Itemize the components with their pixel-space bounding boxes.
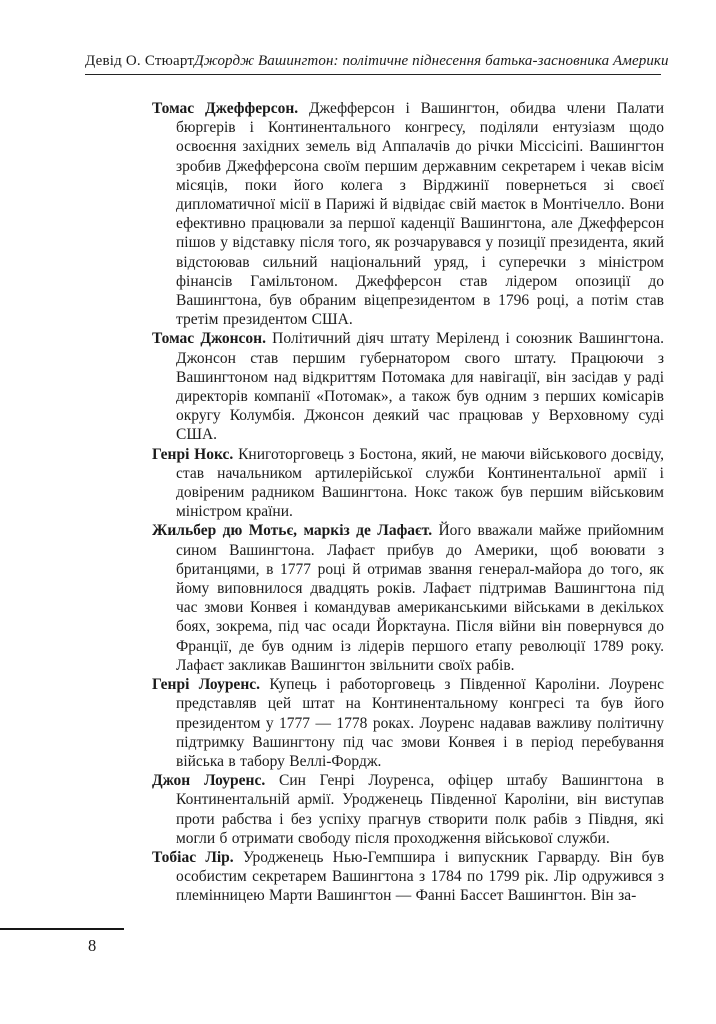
running-head	[85, 53, 669, 75]
entry-text: Уродженець Нью-Гемпшира і випускник Гарварду. Він був особистим секретарем Вашингтона з 1784 по 1799 рік. Лір одружився з племінницею Марти Вашингтон — Фанні Бассет Вашингтон. Він за-	[176, 848, 665, 905]
page-number: 8	[88, 936, 97, 955]
glossary-entry	[152, 848, 665, 906]
entry-text: Книготорговець з Бостона, який, не маючи військового досвіду, став начальником артилерійської служби Континентальної армії і довіреним радником Вашингтона. Нокс також був першим військовим міністром країни.	[176, 445, 665, 521]
entry-name: Тобіас Лір.	[152, 848, 234, 866]
glossary-entry	[152, 771, 664, 848]
glossary-entry	[152, 521, 664, 675]
entry-text: Джефферсон і Вашингтон, обидва члени Палати бюргерів і Континентального конгресу, поділяли ентузіазм щодо освоєння західних земель від Аппалачів до річки Міссісіпі. Вашингтон зробив Джефферсона своїм першим державним секретарем і чекав вісім місяців, поки його колега з Вірджинії повернеться зі своєї дипломатичної місії в Парижі й відвідає свій маєток в Монтічелло. Вони ефективно працювали за першої каденції Вашингтона, але Джефферсон пішов у відставку після того, як розчарувався у позиції президента, який відстоював сильний національний уряд, і суперечки з міністром фінансів Гамільтоном. Джефферсон став лідером опозиції до Вашингтона, був обраним віцепрезидентом в 1796 році, а потім став третім президентом США.	[176, 100, 664, 329]
author-name: Девід О. Стюарт	[85, 53, 195, 69]
footer-rule	[0, 928, 124, 930]
entry-name: Генрі Лоуренс.	[152, 676, 261, 694]
entry-name: Генрі Нокс.	[152, 445, 234, 463]
glossary-entry	[152, 445, 665, 522]
entry-text: Його вважали майже прийомним сином Вашингтона. Лафаєт прибув до Америки, щоб воювати з британцями, в 1777 році й отримав звання генерал-майора до того, як йому виповнилося двадцять років. Лафаєт підтримав Вашингтона під час змови Конвея і командував американськими військами в декількох боях, зокрема, під час осади Йорктауна. Після війни він повернувся до Франції, де був одним із лідерів першого етапу революції 1789 року. Лафаєт закликав Вашингтон звільнити своїх рабів.	[176, 522, 664, 674]
entry-name: Томас Джефферсон.	[152, 100, 299, 117]
glossary-entry	[152, 329, 665, 444]
entry-text: Купець і работорговець з Південної Кароліни. Лоуренс представляв цей штат на Континентальному конгресі та був його президентом у 1777 — 1778 роках. Лоуренс надавав важливу політичну підтримку Вашингтону під час змови Конвея і в період перебування війська в табору Веллі-Фордж.	[176, 676, 665, 770]
entry-name: Томас Джонсон.	[152, 330, 266, 348]
entry-text: Політичний діяч штату Меріленд і союзник Вашингтона. Джонсон став першим губернатором свого штату. Працюючи з Вашингтоном над відкриттям Потомака для навігації, він засідав у раді директорів компанії «Потомак», а також був одним з перших комісарів округу Колумбія. Джонсон деякий час працював у Верховному суді США.	[176, 330, 665, 444]
glossary-entry	[152, 99, 664, 329]
entry-name: Жильбер дю Мотьє, маркіз де Лафаєт.	[152, 522, 433, 540]
glossary-content	[152, 99, 665, 906]
entry-text: Син Генрі Лоуренса, офіцер штабу Вашингтона в Континентальній армії. Уродженець Південної Кароліни, він виступав проти рабства і без успіху прагнув створити полк рабів з Півдня, які могли б отримати свободу після проходження військової служби.	[176, 772, 664, 847]
entry-name: Джон Лоуренс.	[152, 772, 266, 790]
book-title: Джордж Вашингтон: політичне піднесення батька-засновника Америки	[194, 53, 669, 69]
glossary-entry	[152, 675, 665, 771]
